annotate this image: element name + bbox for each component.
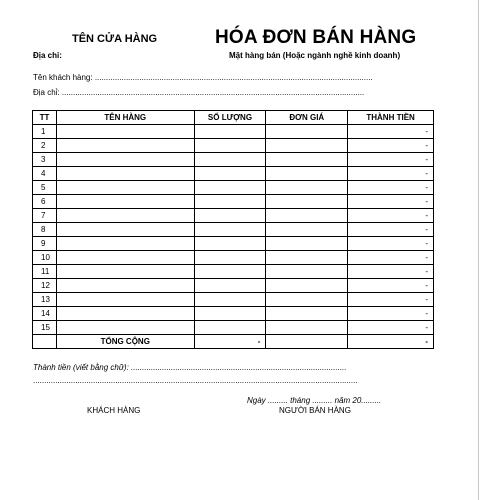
row-number: 13	[33, 293, 57, 307]
quantity-cell	[194, 279, 266, 293]
store-name: TÊN CỬA HÀNG	[72, 33, 158, 45]
total-amount: -	[348, 335, 434, 349]
item-name-cell	[56, 139, 194, 153]
amount-cell: -	[348, 321, 434, 335]
row-number: 5	[33, 181, 57, 195]
amount-cell: -	[348, 153, 434, 167]
quantity-cell	[194, 167, 266, 181]
column-header-tt: TT	[33, 111, 57, 125]
column-header-item-name: TÊN HÀNG	[56, 111, 194, 125]
item-name-cell	[56, 307, 194, 321]
item-name-cell	[56, 293, 194, 307]
amount-in-words-continuation: ..................................................................................................................................................	[33, 376, 358, 385]
unit-price-cell	[266, 181, 348, 195]
item-name-cell	[56, 181, 194, 195]
quantity-cell	[194, 237, 266, 251]
row-number: 2	[33, 139, 57, 153]
customer-address-line: Địa chỉ: ........................................................................................................................................	[33, 88, 365, 97]
quantity-cell	[194, 153, 266, 167]
table-row	[33, 321, 434, 335]
row-number: 11	[33, 265, 57, 279]
row-number: 6	[33, 195, 57, 209]
quantity-cell	[194, 139, 266, 153]
unit-price-cell	[266, 251, 348, 265]
row-number: 9	[33, 237, 57, 251]
table-row	[33, 307, 434, 321]
item-name-cell	[56, 153, 194, 167]
unit-price-cell	[266, 279, 348, 293]
table-row	[33, 293, 434, 307]
amount-cell: -	[348, 237, 434, 251]
item-name-cell	[56, 279, 194, 293]
invoice-subtitle: Mặt hàng bán (Hoặc ngành nghề kinh doanh)	[229, 51, 401, 60]
unit-price-cell	[266, 265, 348, 279]
row-number: 15	[33, 321, 57, 335]
item-name-cell	[56, 265, 194, 279]
column-header-unit-price: ĐƠN GIÁ	[266, 111, 348, 125]
row-number: 1	[33, 125, 57, 139]
unit-price-cell	[266, 321, 348, 335]
item-name-cell	[56, 223, 194, 237]
quantity-cell	[194, 251, 266, 265]
column-header-amount: THÀNH TIỀN	[348, 111, 434, 125]
column-header-quantity: SỐ LƯỢNG	[194, 111, 266, 125]
table-row	[33, 265, 434, 279]
amount-cell: -	[348, 265, 434, 279]
table-row	[33, 181, 434, 195]
store-address-label: Địa chỉ:	[33, 51, 62, 60]
table-row	[33, 209, 434, 223]
table-row	[33, 195, 434, 209]
quantity-cell	[194, 293, 266, 307]
table-row	[33, 153, 434, 167]
unit-price-cell	[266, 195, 348, 209]
table-row	[33, 223, 434, 237]
item-name-cell	[56, 209, 194, 223]
amount-cell: -	[348, 307, 434, 321]
amount-cell: -	[348, 181, 434, 195]
table-row	[33, 139, 434, 153]
unit-price-cell	[266, 307, 348, 321]
amount-cell: -	[348, 195, 434, 209]
invoice-title: HÓA ĐƠN BÁN HÀNG	[215, 27, 417, 48]
table-row	[33, 279, 434, 293]
item-name-cell	[56, 167, 194, 181]
total-label: TỔNG CỘNG	[56, 335, 194, 349]
unit-price-cell	[266, 125, 348, 139]
item-name-cell	[56, 125, 194, 139]
item-name-cell	[56, 321, 194, 335]
page-edge	[478, 0, 479, 500]
amount-cell: -	[348, 139, 434, 153]
total-quantity: -	[194, 335, 266, 349]
amount-in-words-line: Thành tiền (viết bằng chữ): .................................................................................................	[33, 363, 347, 372]
quantity-cell	[194, 321, 266, 335]
unit-price-cell	[266, 209, 348, 223]
quantity-cell	[194, 209, 266, 223]
invoice-table	[32, 110, 434, 349]
quantity-cell	[194, 223, 266, 237]
quantity-cell	[194, 181, 266, 195]
row-number: 3	[33, 153, 57, 167]
quantity-cell	[194, 307, 266, 321]
item-name-cell	[56, 251, 194, 265]
unit-price-cell	[266, 223, 348, 237]
amount-cell: -	[348, 251, 434, 265]
seller-signature-label: NGƯỜI BÁN HÀNG	[279, 406, 351, 415]
buyer-signature-label: KHÁCH HÀNG	[87, 406, 141, 415]
quantity-cell	[194, 125, 266, 139]
table-row	[33, 237, 434, 251]
row-number: 12	[33, 279, 57, 293]
customer-name-line: Tên khách hàng: .............................................................................................................................	[33, 73, 373, 82]
amount-cell: -	[348, 167, 434, 181]
amount-cell: -	[348, 125, 434, 139]
amount-cell: -	[348, 293, 434, 307]
row-number: 4	[33, 167, 57, 181]
amount-cell: -	[348, 209, 434, 223]
unit-price-cell	[266, 139, 348, 153]
row-number: 14	[33, 307, 57, 321]
unit-price-cell	[266, 153, 348, 167]
amount-cell: -	[348, 279, 434, 293]
quantity-cell	[194, 265, 266, 279]
item-name-cell	[56, 195, 194, 209]
unit-price-cell	[266, 167, 348, 181]
table-header-row	[33, 111, 434, 125]
unit-price-cell	[266, 293, 348, 307]
table-row	[33, 167, 434, 181]
table-row	[33, 251, 434, 265]
table-row	[33, 125, 434, 139]
amount-cell: -	[348, 223, 434, 237]
row-number: 7	[33, 209, 57, 223]
quantity-cell	[194, 195, 266, 209]
item-name-cell	[56, 237, 194, 251]
total-unit-price-cell	[266, 335, 348, 349]
row-number: 8	[33, 223, 57, 237]
date-line: Ngày ......... tháng ......... năm 20.........	[247, 396, 382, 405]
unit-price-cell	[266, 237, 348, 251]
row-number: 10	[33, 251, 57, 265]
total-row	[33, 335, 434, 349]
